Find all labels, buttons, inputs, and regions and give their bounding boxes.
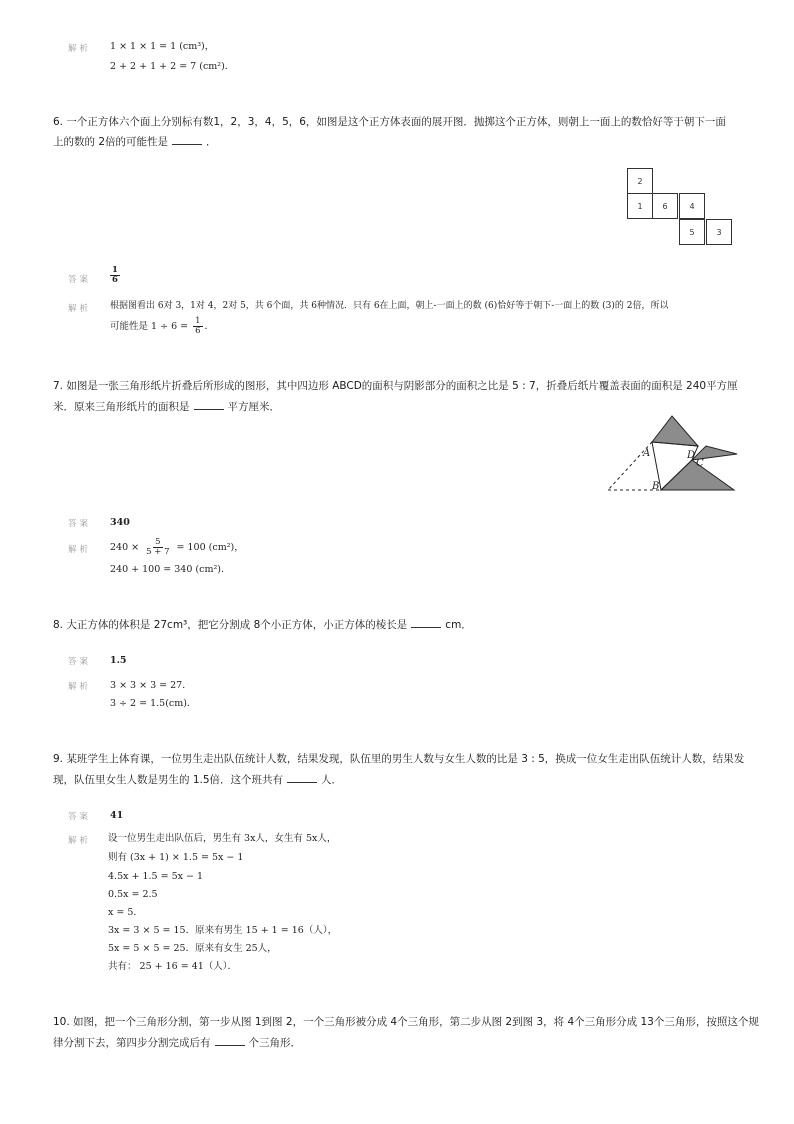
net-face: 4 — [679, 193, 705, 219]
fraction-numerator: 1 — [195, 316, 201, 326]
analysis-label: 解析 — [68, 545, 92, 555]
fraction — [193, 317, 202, 336]
answer-blank — [215, 1036, 245, 1046]
analysis-line: 1 × 1 × 1 = 1 (cm³)， — [110, 41, 215, 52]
analysis-text: = 100 (cm²)， — [176, 542, 244, 553]
analysis-line: 3x = 3 × 5 = 15．原来有男生 15 + 1 = 16（人）， — [108, 925, 338, 936]
analysis-line: x = 5． — [108, 907, 143, 918]
analysis-line: 5x = 5 × 5 = 25．原来有女生 25人， — [108, 943, 277, 954]
fraction-denominator: 5 + 7 — [146, 547, 170, 557]
vertex-label-b: B — [652, 481, 660, 492]
analysis-line: 3 ÷ 2 = 1.5(cm)． — [110, 698, 197, 709]
net-face: 2 — [627, 168, 653, 194]
fraction-denominator: 6 — [195, 326, 201, 336]
fraction-denominator: 6 — [112, 275, 118, 285]
q7-text-line2 — [53, 396, 280, 418]
q10-text-line2 — [53, 1032, 301, 1054]
folded-triangle-figure — [600, 410, 745, 500]
analysis-label: 解析 — [68, 44, 92, 54]
analysis-line — [110, 317, 214, 336]
analysis-line: 3 × 3 × 3 = 27． — [110, 680, 192, 691]
net-face: 5 — [679, 219, 705, 245]
answer-label: 答案 — [68, 657, 92, 667]
analysis-line: 240 + 100 = 340 (cm²)． — [110, 564, 231, 575]
analysis-label: 解析 — [68, 682, 92, 692]
answer-label: 答案 — [68, 519, 92, 529]
cube-net-figure — [627, 168, 737, 248]
answer-label: 答案 — [68, 275, 92, 285]
analysis-line: 4.5x + 1.5 = 5x − 1 — [108, 871, 204, 882]
analysis-line: 设一位男生走出队伍后，男生有 3x人，女生有 5x人， — [108, 833, 337, 844]
vertex-label-a: A — [643, 448, 651, 459]
q6-text-end: ． — [206, 136, 217, 148]
q8-text: 8. 大正方体的体积是 27cm³，把它分割成 8个小正方体，小正方体的棱长是 — [53, 619, 408, 631]
fraction-numerator: 1 — [112, 265, 118, 275]
fraction-numerator: 5 — [155, 537, 161, 547]
q6-text: 上的数的 2倍的可能性是 — [53, 136, 169, 148]
answer-value — [108, 266, 122, 285]
q9-text-line1: 9. 某班学生上体育课，一位男生走出队伍统计人数，结果发现，队伍里的男生人数与女生人数的比是 3 : 5，换成一位女生走出队伍统计人数，结果发 — [53, 753, 745, 765]
analysis-text: 可能性是 1 ÷ 6 = — [110, 321, 189, 332]
analysis-line: 0.5x = 2.5 — [108, 889, 158, 900]
q8-text-line1 — [53, 614, 472, 636]
q9-text-end: 人． — [321, 774, 343, 786]
answer-value: 41 — [110, 810, 124, 821]
q10-text-line1: 10. 如图，把一个三角形分割，第一步从图 1到图 2，一个三角形被分成 4个三角形，第二步从图 2到图 3，将 4个三角形分成 13个三角形，按照这个规 — [53, 1016, 759, 1028]
q6-text-line1: 6. 一个正方体六个面上分别标有数1，2，3，4，5，6，如图是这个正方体表面的展开图．抛掷这个正方体，则朝上一面上的数恰好等于朝下一面 — [53, 116, 726, 128]
q9-text: 现，队伍里女生人数是男生的 1.5倍．这个班共有 — [53, 774, 284, 786]
analysis-line: 根据图看出 6对 3，1对 4，2对 5，共 6个面，共 6种情况．只有 6在上面，朝上-一面上的数 (6)恰好等于朝下-一面上的数 (3)的 2倍，所以 — [110, 301, 669, 311]
answer-blank — [172, 135, 202, 145]
analysis-line — [110, 538, 244, 557]
fraction — [110, 266, 120, 285]
answer-label: 答案 — [68, 812, 92, 822]
q10-text-end: 个三角形． — [248, 1037, 301, 1049]
q9-text-line2 — [53, 769, 342, 791]
answer-value: 1.5 — [110, 655, 127, 666]
analysis-line: 2 + 2 + 1 + 2 = 7 (cm²)． — [110, 61, 235, 72]
q7-text: 米．原来三角形纸片的面积是 — [53, 401, 190, 413]
answer-blank — [287, 773, 317, 783]
answer-blank — [194, 400, 224, 410]
fraction — [144, 538, 171, 557]
q7-text-end: 平方厘米． — [227, 401, 280, 413]
vertex-label-d: D — [687, 450, 696, 461]
answer-blank — [411, 618, 441, 628]
q7-text-line1: 7. 如图是一张三角形纸片折叠后所形成的图形，其中四边形 ABCD的面积与阴影部分的面积之比是 5 : 7，折叠后纸片覆盖表面的面积是 240平方厘 — [53, 380, 738, 392]
shaded-region-top — [652, 416, 698, 446]
analysis-label: 解析 — [68, 836, 92, 846]
vertex-label-c: C — [696, 458, 704, 469]
analysis-text: 240 × — [110, 542, 140, 553]
q8-text-end: cm． — [445, 619, 472, 631]
answer-value: 340 — [110, 517, 130, 528]
net-face: 1 — [627, 193, 653, 219]
analysis-line: 则有 (3x + 1) × 1.5 = 5x − 1 — [108, 852, 244, 863]
analysis-text-end: ． — [204, 321, 215, 332]
analysis-label: 解析 — [68, 304, 92, 314]
net-face: 3 — [706, 219, 732, 245]
q10-text: 律分割下去，第四步分割完成后有 — [53, 1037, 211, 1049]
net-face: 6 — [652, 193, 678, 219]
q6-text-line2 — [53, 131, 217, 153]
analysis-line: 共有： 25 + 16 = 41（人）． — [108, 961, 238, 972]
